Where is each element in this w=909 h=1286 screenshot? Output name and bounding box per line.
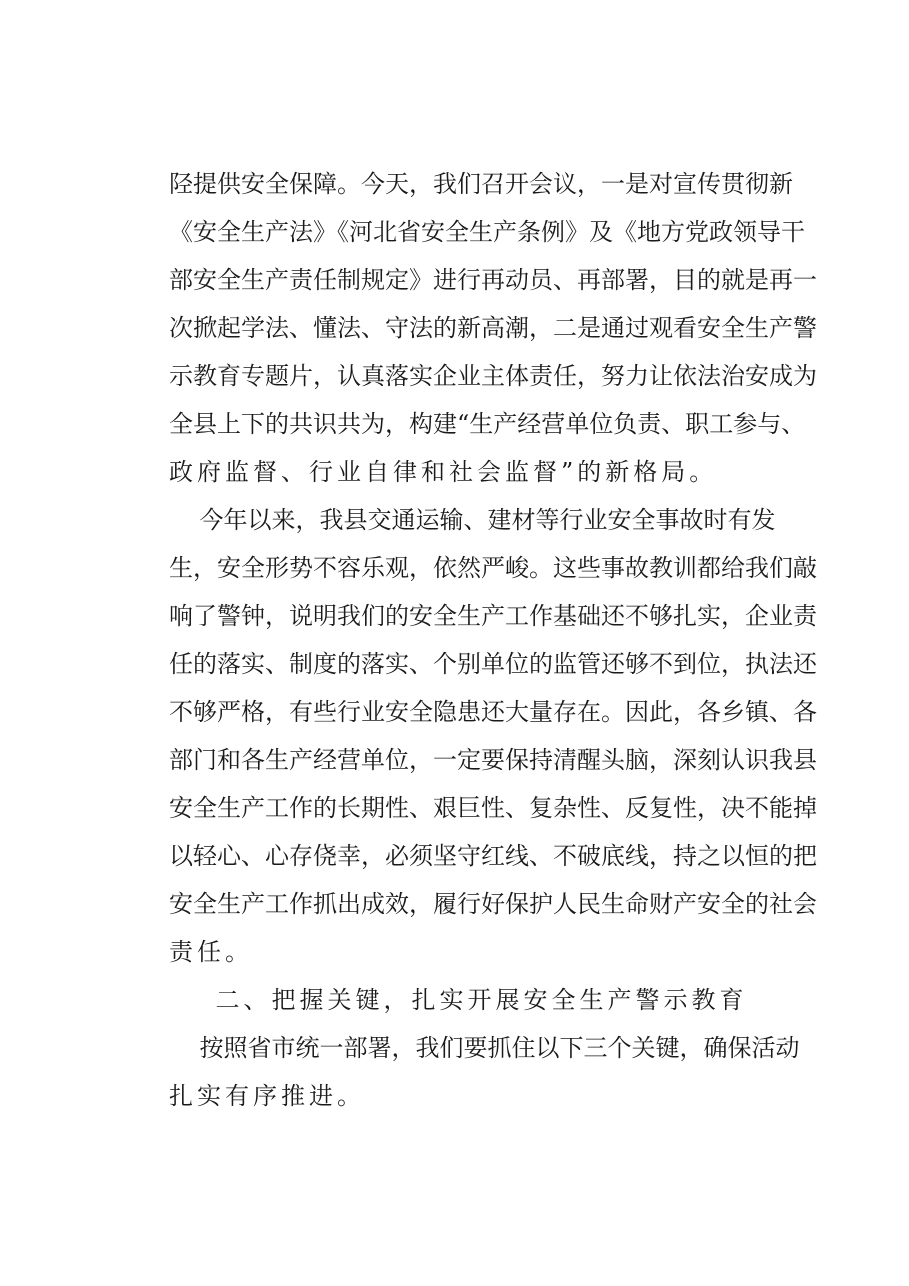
text-line: 生，安全形势不容乐观，依然严峻。这些事故教训都给我们敲: [169, 554, 817, 582]
section-heading: [169, 976, 809, 1024]
paragraph-1: [169, 160, 817, 496]
paragraph-2: [169, 496, 817, 976]
text-line: 全县上下的共识共为，构建“生产经营单位负责、职工参与、: [169, 410, 806, 438]
text-line: 今年以来，我县交通运输、建材等行业安全事故时有发: [169, 506, 776, 534]
paragraph-3: [169, 1024, 809, 1120]
text-line: 次掀起学法、懂法、守法的新高潮，二是通过观看安全生产警: [169, 314, 817, 342]
text-line: 陉提供安全保障。今天，我们召开会议，一是对宣传贯彻新: [169, 170, 793, 198]
text-line: 部安全生产责任制规定》进行再动员、再部署，目的就是再一: [169, 266, 817, 294]
text-line: 按照省市统一部署，我们要抓住以下三个关键，确保活动: [169, 1034, 800, 1062]
text-line: 示教育专题片，认真落实企业主体责任，努力让依法治安成为: [169, 362, 817, 390]
text-line: 任的落实、制度的落实、个别单位的监管还够不到位，执法还: [169, 650, 817, 678]
text-line: 不够严格，有些行业安全隐患还大量存在。因此，各乡镇、各: [169, 698, 817, 726]
text-line: 部门和各生产经营单位，一定要保持清醒头脑，深刻认识我县: [169, 746, 817, 774]
document-body: [169, 160, 817, 1120]
heading-line: 二、把握关键，扎实开展安全生产警示教育: [169, 986, 748, 1014]
text-line: 响了警钟，说明我们的安全生产工作基础还不够扎实，企业责: [169, 602, 817, 630]
text-line: 以轻心、心存侥幸，必须坚守红线、不破底线，持之以恒的把: [169, 842, 817, 870]
text-line: 安全生产工作的长期性、艰巨性、复杂性、反复性，决不能掉: [169, 794, 817, 822]
text-line: 责任。: [169, 938, 253, 966]
text-line: 扎实有序推进。: [169, 1082, 365, 1110]
text-line: 安全生产工作抓出成效，履行好保护人民生命财产安全的社会: [169, 890, 817, 918]
text-line: 政府监督、行业自律和社会监督”的新格局。: [169, 458, 718, 486]
text-line: 《安全生产法》《河北省安全生产条例》及《地方党政领导干: [169, 218, 805, 246]
